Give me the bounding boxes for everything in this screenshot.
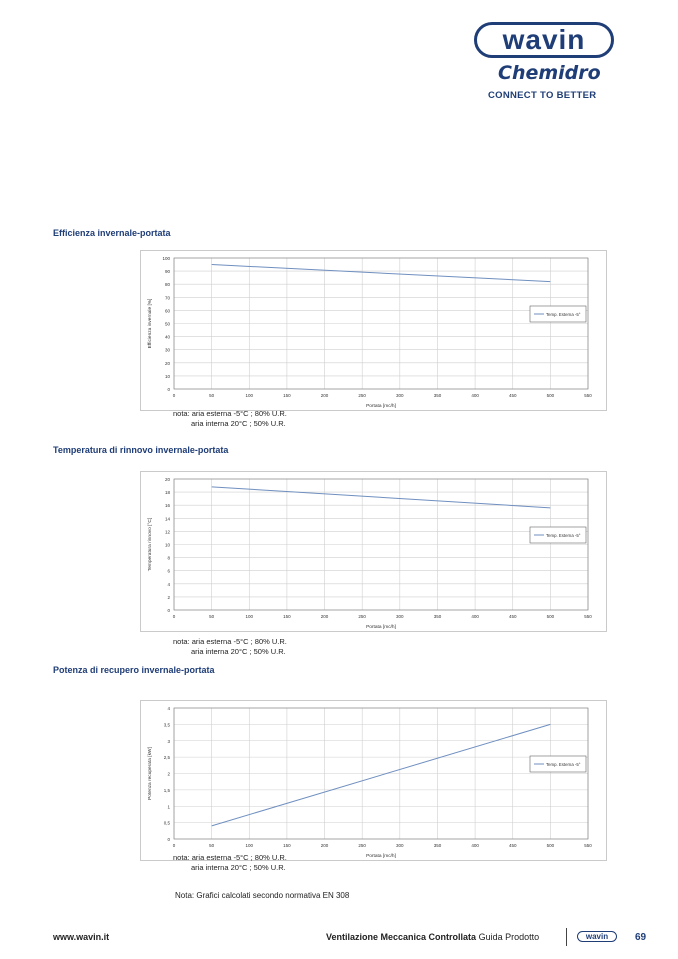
x-tick-label: 550: [584, 843, 592, 848]
x-tick-label: 350: [433, 393, 442, 398]
chemidro-brand: Chemidro: [498, 62, 601, 84]
x-axis-label: Portata [mc/h]: [366, 625, 396, 630]
y-tick-label: 18: [164, 490, 170, 496]
y-tick-label: 70: [164, 295, 170, 301]
y-tick-label: 12: [164, 529, 170, 535]
x-tick-label: 250: [358, 843, 366, 848]
x-tick-label: 450: [508, 614, 517, 619]
x-tick-label: 200: [320, 614, 329, 619]
y-tick-label: 0,5: [163, 820, 170, 826]
y-tick-label: 20: [164, 477, 170, 482]
x-tick-label: 250: [358, 614, 366, 619]
page-number: 69: [635, 932, 647, 943]
legend-label: Temp. Esterna -5°: [546, 762, 581, 767]
footer-logo-text: wavin: [585, 931, 609, 941]
note-line-2: aria interna 20°C ; 50% U.R.: [191, 863, 286, 872]
y-tick-label: 4: [167, 706, 170, 711]
y-axis-label: Potenza recuperata [kW]: [148, 747, 153, 800]
x-tick-label: 0: [172, 393, 176, 398]
x-tick-label: 550: [584, 614, 592, 619]
chart-frame: [141, 251, 607, 411]
x-tick-label: 300: [396, 393, 404, 398]
y-tick-label: 10: [164, 373, 170, 379]
y-tick-label: 1,5: [163, 787, 170, 793]
chart-frame: [141, 472, 607, 632]
x-axis-label: Portata [mc/h]: [366, 404, 396, 409]
x-tick-label: 350: [433, 843, 442, 848]
section-title-power: Potenza di recupero invernale-portata: [53, 665, 215, 675]
chart-note-temperature: [173, 637, 287, 657]
y-tick-label: 0: [167, 608, 170, 613]
y-tick-label: 2,5: [163, 755, 170, 761]
x-tick-label: 100: [245, 843, 254, 848]
x-tick-label: 500: [546, 843, 555, 848]
y-tick-label: 90: [164, 269, 170, 275]
x-tick-label: 450: [508, 843, 517, 848]
section-title-efficiency: Efficienza invernale-portata: [53, 228, 171, 238]
tagline: CONNECT TO BETTER: [488, 90, 597, 101]
x-tick-label: 300: [396, 614, 404, 619]
y-tick-label: 4: [167, 581, 170, 587]
chart-efficiency: [140, 250, 610, 412]
x-tick-label: 450: [508, 393, 517, 398]
y-tick-label: 40: [164, 334, 170, 340]
y-tick-label: 20: [164, 360, 170, 366]
footer-wavin-logo: [577, 931, 617, 942]
footer-document-title: [326, 932, 539, 942]
note-line-1: nota: aria esterna -5°C ; 80% U.R.: [173, 409, 287, 418]
y-tick-label: 0: [167, 387, 170, 392]
x-tick-label: 100: [245, 614, 254, 619]
x-tick-label: 400: [471, 843, 479, 848]
footer-doc-subtitle: Guida Prodotto: [478, 932, 540, 942]
footer-website-link[interactable]: www.wavin.it: [53, 932, 110, 942]
y-tick-label: 6: [167, 568, 170, 574]
x-tick-label: 0: [172, 843, 176, 848]
x-tick-label: 50: [209, 393, 215, 398]
y-tick-label: 60: [164, 308, 170, 314]
wavin-logo: [474, 22, 614, 58]
footer-divider: [566, 928, 567, 946]
chart-note-efficiency: [173, 409, 287, 429]
x-tick-label: 550: [584, 393, 592, 398]
footnote: Nota: Grafici calcolati secondo normativa EN 308: [175, 891, 350, 900]
y-tick-label: 16: [164, 503, 170, 509]
section-title-temperature: Temperatura di rinnovo invernale-portata: [53, 445, 229, 455]
y-tick-label: 0: [167, 837, 170, 842]
x-tick-label: 400: [471, 614, 479, 619]
chart-note-power: [173, 853, 287, 873]
x-tick-label: 500: [546, 393, 555, 398]
y-tick-label: 80: [164, 282, 170, 288]
x-tick-label: 200: [320, 393, 329, 398]
y-tick-label: 2: [167, 771, 170, 777]
footer-doc-title: Ventilazione Meccanica Controllata: [326, 932, 477, 942]
x-tick-label: 50: [209, 843, 215, 848]
x-tick-label: 50: [209, 614, 215, 619]
y-tick-label: 3: [167, 738, 170, 744]
x-tick-label: 200: [320, 843, 329, 848]
x-tick-label: 150: [283, 393, 291, 398]
y-tick-label: 1: [167, 804, 170, 810]
note-line-1: nota: aria esterna -5°C ; 80% U.R.: [173, 637, 287, 646]
y-tick-label: 100: [162, 256, 170, 261]
note-line-2: aria interna 20°C ; 50% U.R.: [191, 647, 286, 656]
y-axis-label: Efficienza invernale [%]: [148, 298, 153, 349]
note-line-1: nota: aria esterna -5°C ; 80% U.R.: [173, 853, 287, 862]
x-tick-label: 250: [358, 393, 366, 398]
x-tick-label: 500: [546, 614, 555, 619]
x-tick-label: 300: [396, 843, 404, 848]
wavin-chemidro-logo: [470, 20, 620, 105]
chart-power: [140, 700, 610, 862]
wavin-logo-text: wavin: [502, 24, 586, 55]
y-tick-label: 8: [167, 555, 170, 561]
x-tick-label: 350: [433, 614, 442, 619]
y-tick-label: 2: [167, 594, 170, 600]
y-tick-label: 30: [164, 347, 170, 353]
chart-temperature: [140, 471, 610, 633]
y-tick-label: 50: [164, 321, 170, 327]
legend-label: Temp. Esterna -5°: [546, 533, 581, 538]
note-line-2: aria interna 20°C ; 50% U.R.: [191, 419, 286, 428]
x-tick-label: 150: [283, 614, 291, 619]
y-tick-label: 3,5: [163, 722, 170, 728]
legend-label: Temp. Esterna -5°: [546, 312, 581, 317]
y-tick-label: 14: [164, 516, 170, 522]
x-tick-label: 0: [172, 614, 176, 619]
x-tick-label: 150: [283, 843, 291, 848]
x-tick-label: 100: [245, 393, 254, 398]
x-tick-label: 400: [471, 393, 479, 398]
y-axis-label: Temperatura rinnovo [°C]: [148, 517, 153, 572]
y-tick-label: 10: [164, 542, 170, 548]
x-axis-label: Portata [mc/h]: [366, 854, 396, 859]
